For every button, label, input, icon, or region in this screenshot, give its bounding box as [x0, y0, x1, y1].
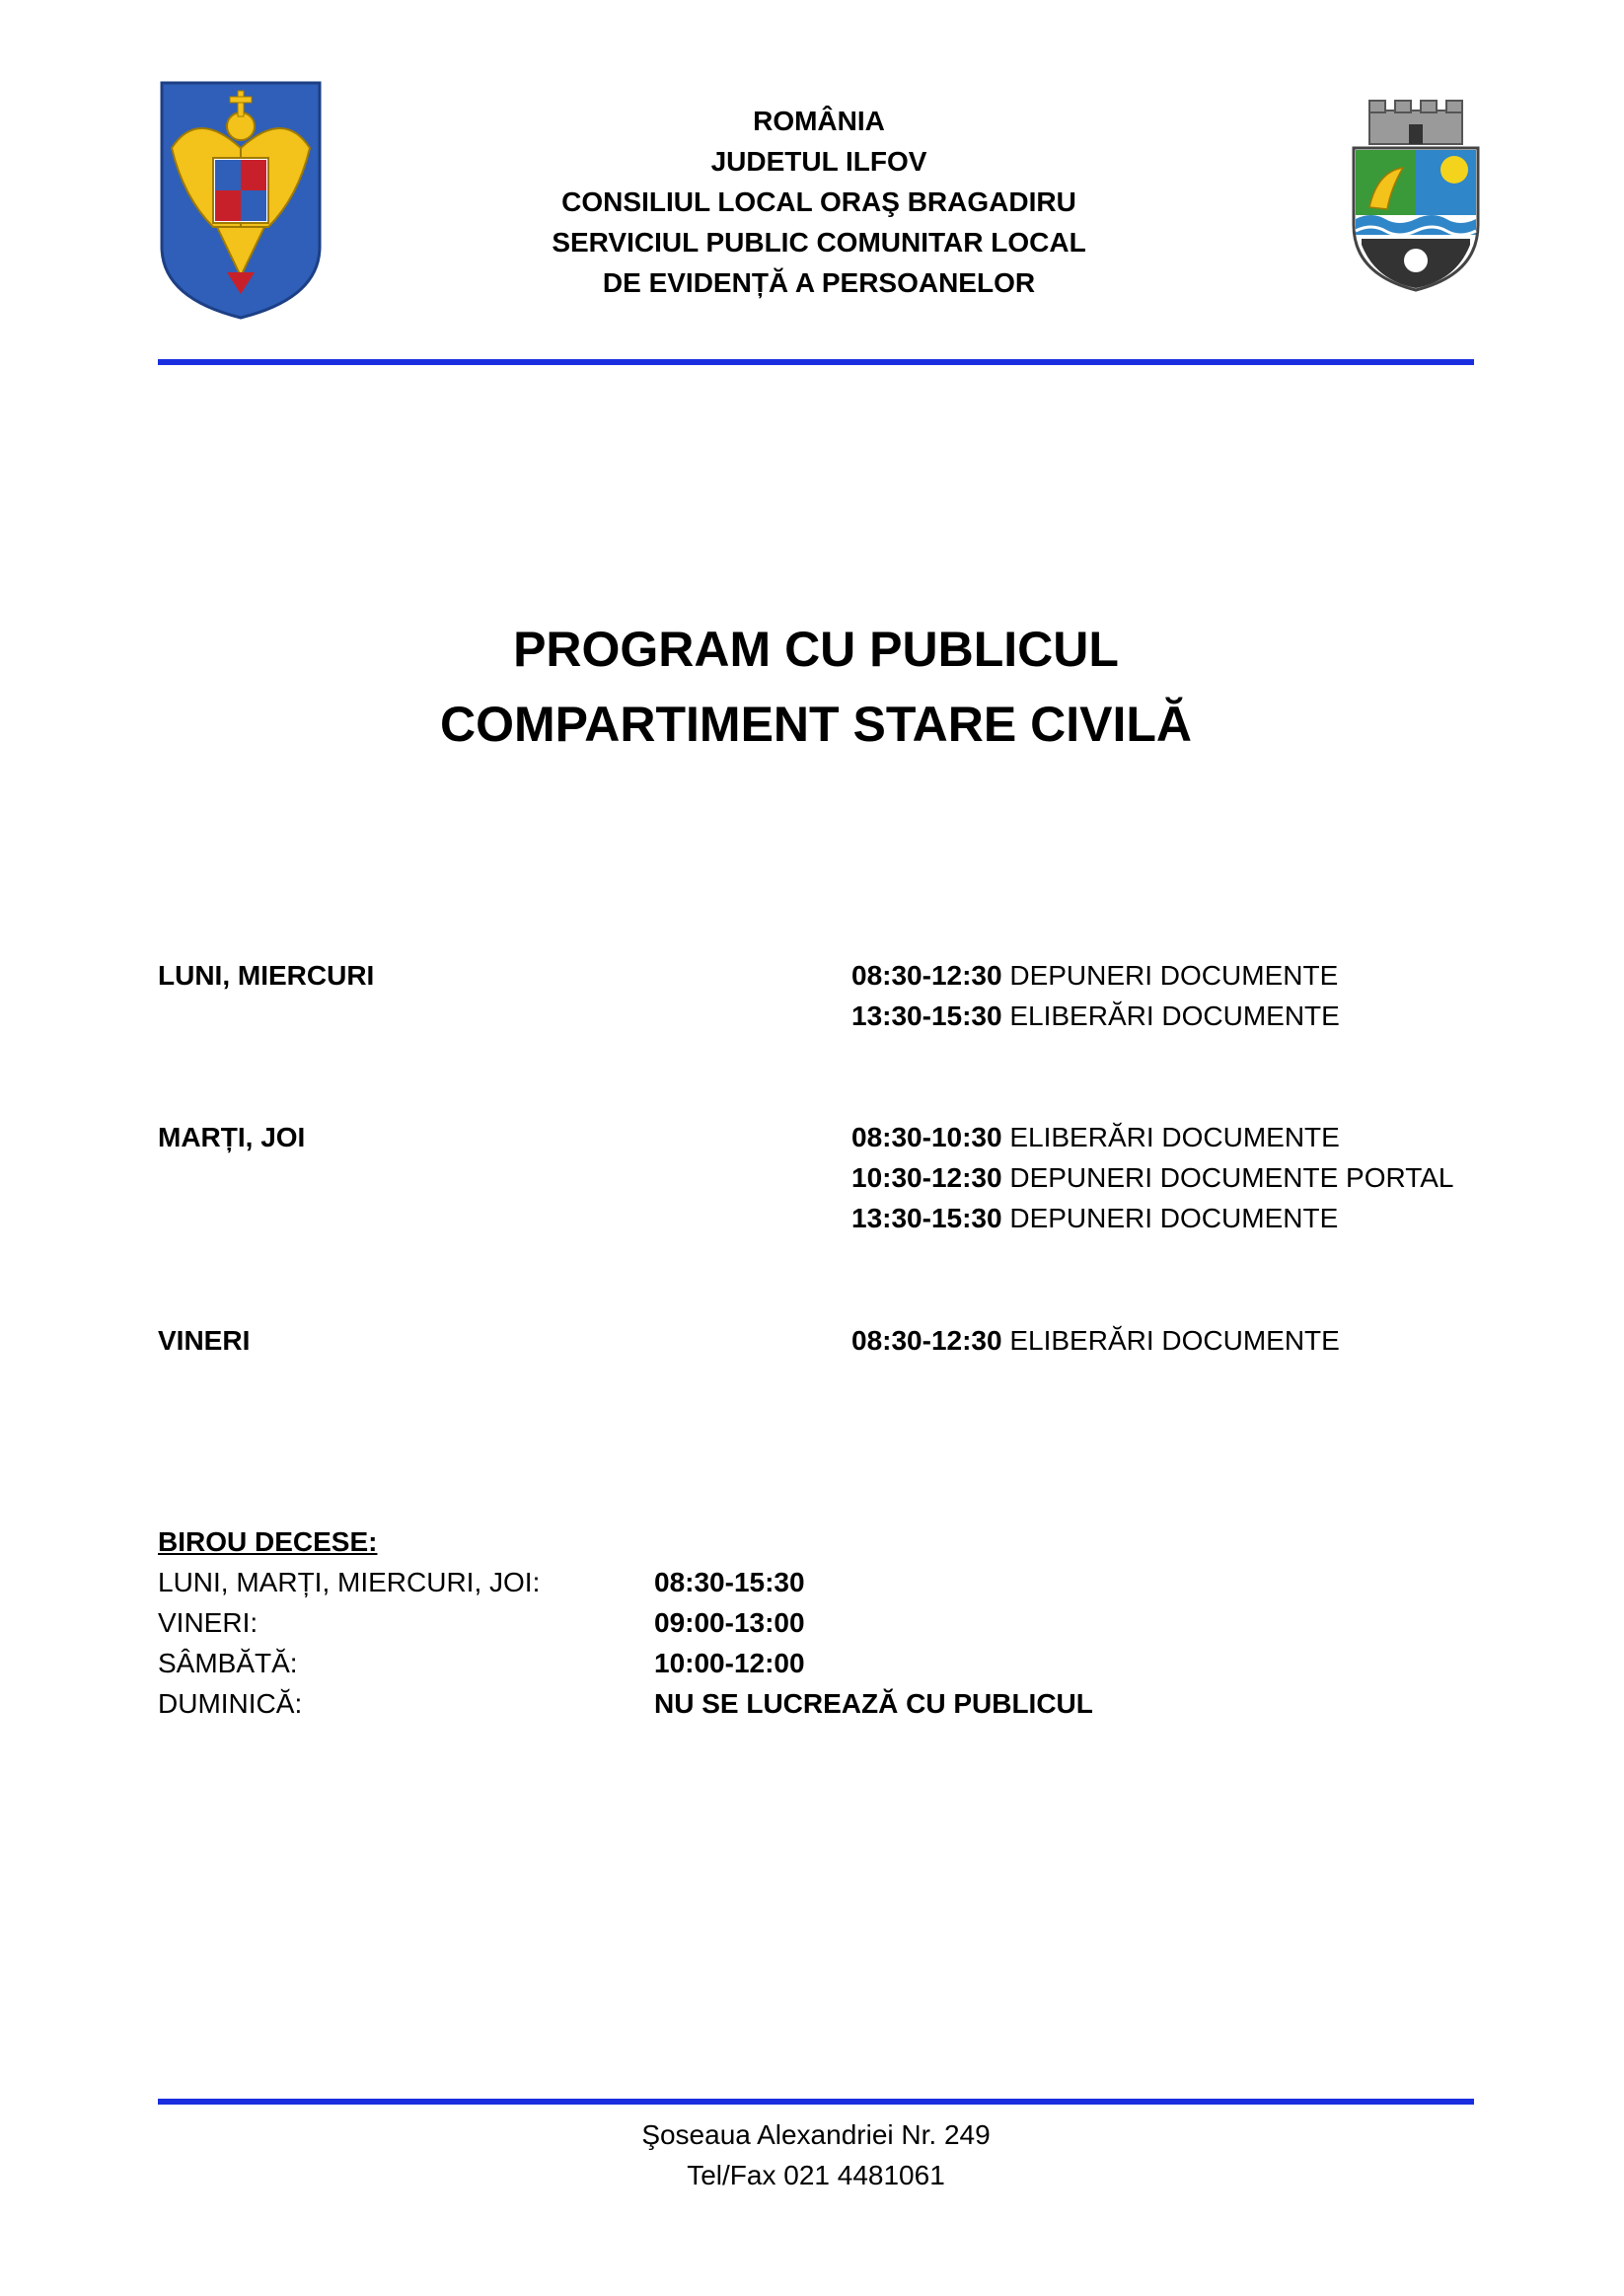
slot-time: 13:30-15:30	[851, 1000, 1002, 1031]
decese-row-value: 08:30-15:30	[654, 1567, 805, 1597]
footer-phone: Tel/Fax 021 4481061	[687, 2160, 945, 2190]
schedule-group	[158, 955, 1474, 1036]
header-block	[424, 101, 1214, 303]
decese-row-label: LUNI, MARȚI, MIERCURI, JOI:	[158, 1567, 541, 1597]
header-council: CONSILIUL LOCAL ORAŞ BRAGADIRU	[561, 186, 1076, 217]
schedule-slots	[851, 955, 1340, 1036]
slot-description: ELIBERĂRI DOCUMENTE	[1001, 1325, 1340, 1356]
footer-address: Şoseaua Alexandriei Nr. 249	[641, 2119, 991, 2150]
schedule-day: MARȚI, JOI	[158, 1122, 306, 1152]
footer	[158, 2114, 1474, 2195]
schedule-slot	[851, 1117, 1453, 1157]
schedule-slots	[851, 1320, 1340, 1361]
decese-row	[158, 1683, 1474, 1724]
slot-description: DEPUNERI DOCUMENTE PORTAL	[1001, 1162, 1454, 1193]
bragadiru-coat-of-arms-icon	[1348, 97, 1484, 294]
header-country: ROMÂNIA	[753, 106, 885, 136]
slot-description: DEPUNERI DOCUMENTE	[1001, 1203, 1339, 1233]
slot-time: 08:30-12:30	[851, 960, 1002, 991]
schedule-slot	[851, 1320, 1340, 1361]
title-line-2: COMPARTIMENT STARE CIVILĂ	[439, 697, 1192, 752]
page-title	[158, 612, 1474, 762]
slot-description: ELIBERĂRI DOCUMENTE	[1001, 1000, 1340, 1031]
header-county: JUDETUL ILFOV	[710, 146, 927, 177]
schedule-slot	[851, 996, 1340, 1036]
decese-row-label: DUMINICĂ:	[158, 1688, 303, 1719]
schedule-slot	[851, 1157, 1453, 1198]
header-department: DE EVIDENȚĂ A PERSOANELOR	[602, 267, 1036, 298]
decese-row-label: SÂMBĂTĂ:	[158, 1648, 298, 1678]
header-service: SERVICIUL PUBLIC COMUNITAR LOCAL	[552, 227, 1086, 258]
decese-row-value: 10:00-12:00	[654, 1648, 805, 1678]
footer-divider	[158, 2099, 1474, 2105]
decese-row	[158, 1602, 1474, 1643]
schedule-day: LUNI, MIERCURI	[158, 960, 375, 991]
schedule-group	[158, 1117, 1474, 1238]
schedule-slot	[851, 1198, 1453, 1238]
decese-row	[158, 1562, 1474, 1602]
decese-row-label: VINERI:	[158, 1607, 258, 1638]
slot-time: 08:30-10:30	[851, 1122, 1002, 1152]
header-divider	[158, 359, 1474, 365]
schedule-group	[158, 1320, 1474, 1361]
slot-description: DEPUNERI DOCUMENTE	[1001, 960, 1339, 991]
decese-heading: BIROU DECESE:	[158, 1526, 378, 1557]
decese-row	[158, 1643, 1474, 1683]
slot-description: ELIBERĂRI DOCUMENTE	[1001, 1122, 1340, 1152]
schedule-day: VINERI	[158, 1325, 251, 1356]
romania-coat-of-arms-icon	[158, 79, 324, 322]
schedule-slots	[851, 1117, 1453, 1238]
decese-section	[158, 1521, 1474, 1724]
title-line-1: PROGRAM CU PUBLICUL	[513, 622, 1119, 677]
decese-row-value: 09:00-13:00	[654, 1607, 805, 1638]
schedule-slot	[851, 955, 1340, 996]
slot-time: 13:30-15:30	[851, 1203, 1002, 1233]
slot-time: 08:30-12:30	[851, 1325, 1002, 1356]
decese-row-value: NU SE LUCREAZĂ CU PUBLICUL	[654, 1688, 1093, 1719]
slot-time: 10:30-12:30	[851, 1162, 1002, 1193]
